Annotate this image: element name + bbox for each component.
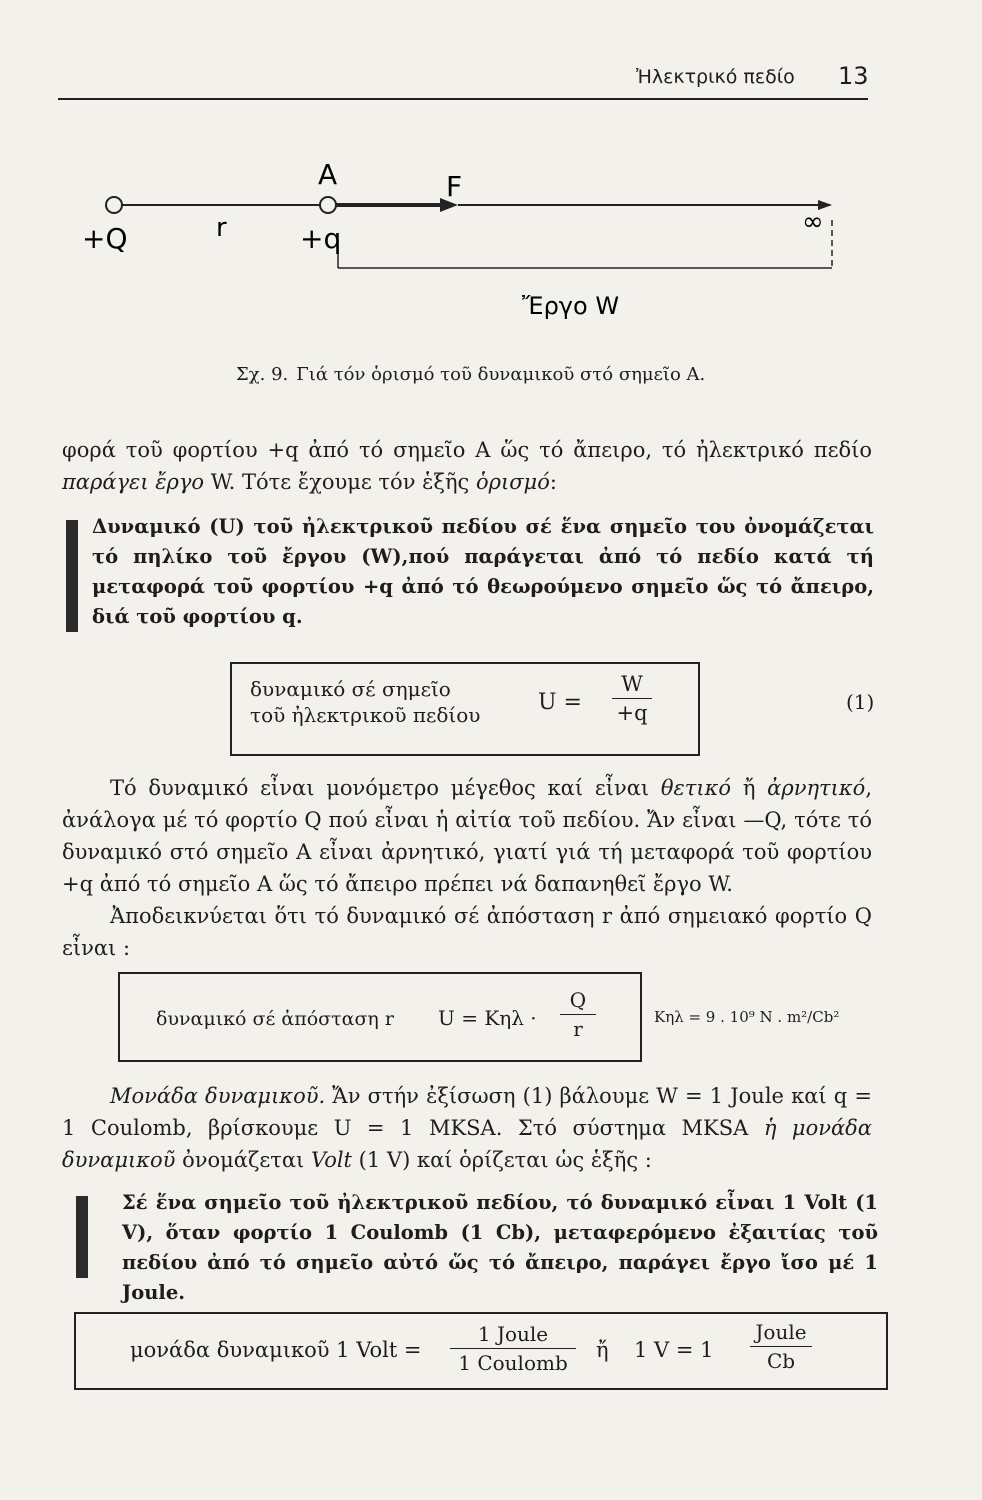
force-label: F [446,170,463,203]
p2-text-3: , ἀνάλογα μέ τό φορτίο Q πού εἶναι ἡ αἰτία τοῦ πεδίου. Ἄν εἶναι —Q, τότε τό δυναμικό στό σημεῖο Α εἶναι ἀρνητικό, γιατί γιά τή μεταφορά τοῦ φορτίου +q ἀπό τό σημεῖο Α ὥς τό ἄπειρο πρέπει νά δαπανηθεῖ ἔργο W. [62,776,872,896]
p2-italic-1: θετικό [660,776,732,800]
definition-1-bar [66,520,78,632]
formula-2-denominator: r [573,1017,583,1041]
formula-1-description [250,676,480,728]
paragraph-2 [62,772,872,900]
formula-3-fraction-2 [750,1320,812,1373]
p3-text: Ἀποδεικνύεται ὅτι τό δυναμικό σέ ἀπόσταση r ἀπό σημειακό φορτίο Q εἶναι : [62,904,872,960]
formula-2-fraction [560,988,596,1041]
figure-caption [236,364,705,385]
p1-text-1: φορά τοῦ φορτίου +q ἀπό τό σημεῖο Α ὥς τό ἄπειρο, τό ἠλεκτρικό πεδίο [62,438,872,462]
p4-italic-3: Volt [310,1148,352,1172]
equation-number: (1) [846,690,875,714]
formula-1-numerator: W [621,672,643,696]
formula-1-fraction-bar [612,698,652,699]
running-header-title: Ἠλεκτρικό πεδίο [636,66,795,88]
formula-2-numerator: Q [569,988,587,1012]
source-charge-circle [106,197,122,213]
point-a-circle [320,197,336,213]
test-charge-label: +q [300,222,342,255]
definition-1: Δυναμικό (U) τοῦ ἠλεκτρικοῦ πεδίου σέ ἕνα σημεῖο του ὀνομάζεται τό πηλίκο τοῦ ἔργου (W),πού παράγεται ἀπό τό πεδίο κατά τή μεταφορά τοῦ φορτίου +q ἀπό τό θεωρούμενο σημεῖο ὥς τό ἄπειρο, διά τοῦ φορτίου q. [92,515,874,628]
header-rule [58,98,868,100]
p4-text-2: ὀνομάζεται [175,1148,311,1172]
formula-1-desc-line-2: τοῦ ἠλεκτρικοῦ πεδίου [250,703,481,727]
definition-2: Σέ ἕνα σημεῖο τοῦ ἠλεκτρικοῦ πεδίου, τό δυναμικό εἶναι 1 Volt (1 V), ὅταν φορτίο 1 Coulomb (1 Cb), μεταφερόμενο ἐξαιτίας τοῦ πεδίου ἀπό τό σημεῖο αὐτό ὥς τό ἄπειρο, παράγει ἔργο ἴσο μέ 1 Joule. [122,1191,878,1304]
p4-italic-1: Μονάδα δυναμικοῦ. [110,1084,326,1108]
work-label: Ἔργο W [522,292,620,320]
formula-2-lhs: U = Kηλ · [438,1006,537,1030]
figure-9 [60,150,880,340]
formula-1-denominator: +q [616,701,648,725]
caption-label: Σχ. 9. [236,364,289,385]
p2-italic-2: ἀρνητικό [767,776,866,800]
formula-3-fraction-bar-1 [450,1348,576,1349]
source-charge-label: +Q [82,222,128,255]
point-a-label: A [318,158,338,191]
formula-3-numerator-1: 1 Joule [477,1322,549,1346]
paragraph-3 [62,900,872,964]
formula-2-fraction-bar [560,1014,596,1015]
p1-text-3: : [549,470,557,494]
p1-italic-2: ὁρισμό [476,470,550,494]
formula-3-denominator-2: Cb [766,1349,796,1373]
p4-text-1: Ἄν στήν ἐξίσωση (1) βάλουμε W = 1 Joule καί q = 1 Coulomb, βρίσκουμε U = 1 MKSA. Στό σύστημα MKSA [62,1084,872,1140]
p1-text-2: W. Τότε ἔχουμε τόν ἑξῆς [204,470,476,494]
formula-3-denominator-1: 1 Coulomb [458,1351,568,1375]
coulomb-constant: Kηλ = 9 . 10⁹ N . m²/Cb² [654,1008,840,1026]
formula-3-description: μονάδα δυναμικοῦ 1 Volt = [130,1338,422,1362]
p4-text-3: (1 V) καί ὁρίζεται ὡς ἑξῆς : [352,1148,652,1172]
p1-italic-1: παράγει ἔργο [62,470,205,494]
formula-3-fraction-1 [450,1322,576,1375]
p2-text-2: ἤ [731,776,768,800]
distance-label: r [216,213,227,243]
formula-1-fraction [612,672,652,725]
definition-2-bar [76,1196,88,1278]
page-number: 13 [838,62,869,90]
caption-text: Γιά τόν ὁρισμό τοῦ δυναμικοῦ στό σημεῖο Α. [296,364,706,385]
figure-9-diagram [60,150,880,340]
formula-3-or: ἤ [596,1338,609,1362]
paragraph-1 [62,434,872,498]
formula-3-fraction-bar-2 [750,1346,812,1347]
formula-1-desc-line-1: δυναμικό σέ σημεῖο [250,677,451,701]
infinity-label: ∞ [802,207,824,237]
formula-3-numerator-2: Joule [755,1320,807,1344]
paragraph-4 [62,1080,872,1176]
formula-2-description: δυναμικό σέ ἀπόσταση r [156,1008,394,1030]
p2-text-1: Τό δυναμικό εἶναι μονόμετρο μέγεθος καί εἶναι [110,776,661,800]
formula-3-lhs-2: 1 V = 1 [634,1338,714,1362]
p4-italic-2: ἡ μονάδα δυναμικοῦ [62,1116,872,1172]
formula-1-lhs: U = [538,690,582,715]
